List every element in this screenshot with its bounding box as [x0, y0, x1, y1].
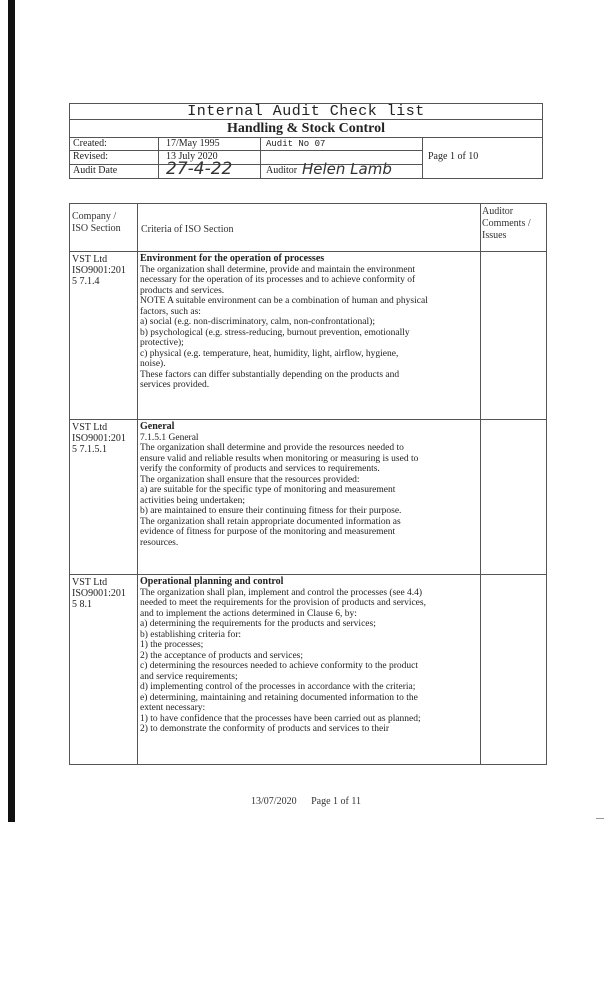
column-header-company: Company / ISO Section: [72, 211, 121, 234]
audit-criteria-table: [69, 203, 547, 765]
row-1-criteria: Environment for the operation of processes The organization shall determine, provide and maintain the environment necessary for the operation of its processes and to achieve conformity of products and services. NOTE A suitable environment can be a combination of human and physical factors, such as: a) social (e.g. non-discriminatory, calm, non-confrontational); b) psychological (e.g. stress-reducing, burnout prevention, emotionally protective); c) physical (e.g. temperature, heat, humidity, light, airflow, hygiene, noise). These factors can differ substantially depending on the products and services provided.: [140, 254, 480, 391]
audit-date-label: Audit Date: [73, 165, 118, 176]
row-3-section: VST Ltd ISO9001:201 5 8.1: [72, 577, 126, 610]
row-2-title: General: [140, 421, 175, 432]
revised-value: 13 July 2020: [166, 151, 218, 162]
row-1-section: VST Ltd ISO9001:201 5 7.1.4: [72, 254, 126, 287]
scan-edge-bar: [8, 0, 15, 822]
scan-speck: [596, 818, 604, 819]
row-2-criteria: General 7.1.5.1 General The organization shall determine and provide the resources needed to ensure valid and reliable results when monitoring or measuring is used to verify the conformity of products and services to requirements. The organization shall ensure that the resources provided: a) are suitable for the specific type of monitoring and measurement activities being undertaken; b) are maintained to ensure their continuing fitness for their purpose. The organization shall retain appropriate documented information as evidence of fitness for purpose of the monitoring and measurement resources.: [140, 422, 480, 548]
header-info-grid: [70, 138, 542, 178]
page-count: Page 1 of 10: [428, 151, 479, 162]
audit-number: Audit No 07: [266, 139, 326, 149]
footer-page-number: Page 1 of 11: [311, 796, 361, 807]
page-footer: [0, 796, 612, 807]
created-label: Created:: [73, 138, 107, 149]
row-2-section: VST Ltd ISO9001:201 5 7.1.5.1: [72, 422, 126, 455]
created-value: 17/May 1995: [166, 138, 220, 149]
auditor-signature: Helen Lamb: [302, 160, 392, 178]
footer-date: 13/07/2020: [251, 796, 297, 807]
document-title: Internal Audit Check list: [70, 104, 542, 120]
column-header-criteria: Criteria of ISO Section: [141, 224, 234, 235]
audit-date-value: 27-4-22: [166, 159, 233, 179]
row-3-criteria: Operational planning and control The organization shall plan, implement and control the processes (see 4.4) needed to meet the requirements for the provision of products and services, and to implement the actions determined in Clause 6, by: a) determining the requirements for the products and services; b) establishing criteria for: 1) the processes; 2) the acceptance of products and services; c) determining the resources needed to achieve conformity to the product and service requirements; d) implementing control of the processes in accordance with the criteria; e) determining, maintaining and retaining documented information to the extent necessary: 1) to have confidence that the processes have been carried out as planned; 2) to demonstrate the conformity of products and services to their: [140, 577, 480, 735]
column-header-comments: Auditor Comments / Issues: [482, 206, 531, 241]
audit-header: [69, 103, 543, 179]
revised-label: Revised:: [73, 151, 108, 162]
row-3-title: Operational planning and control: [140, 576, 284, 587]
auditor-label: Auditor: [266, 165, 298, 176]
document-subtitle: Handling & Stock Control: [70, 120, 542, 138]
row-1-title: Environment for the operation of processes: [140, 253, 325, 264]
